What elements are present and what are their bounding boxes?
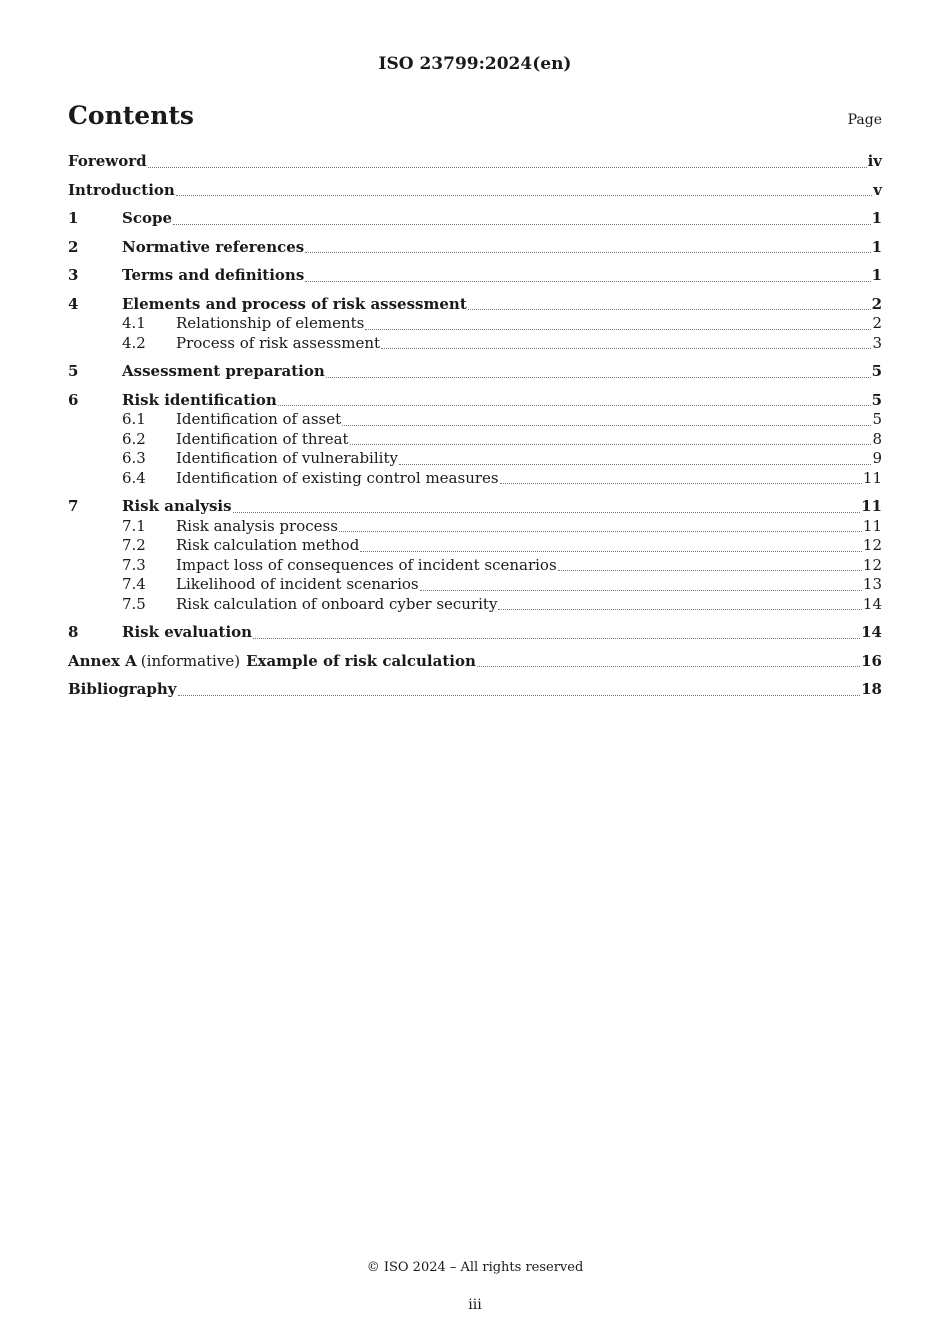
toc-entry[interactable] (68, 334, 882, 354)
toc-entry-title: Introduction (68, 180, 175, 199)
toc-entry-title: Process of risk assessment (176, 333, 381, 352)
toc-entry-title: Impact loss of consequences of incident scenarios (176, 555, 557, 574)
toc-entry-title: Foreword (68, 152, 147, 170)
dot-leader (399, 449, 872, 465)
dot-leader (339, 516, 862, 532)
toc-entry-page: 14 (862, 594, 882, 613)
toc-entry-page: 2 (872, 314, 882, 332)
toc-entry-number: 6.3 (122, 449, 146, 467)
toc-entry-page: 8 (872, 429, 882, 448)
toc-entry-number: 8 (68, 623, 79, 641)
toc-entry-title: Likelihood of incident scenarios (176, 575, 419, 593)
toc-entry-page: 1 (871, 209, 882, 227)
toc-entry-number: 7.3 (122, 555, 146, 574)
dot-leader (558, 555, 862, 571)
toc-entry[interactable] (68, 209, 882, 229)
toc-entry-page: 12 (862, 536, 882, 554)
page-number: iii (468, 1297, 482, 1313)
toc-entry[interactable] (68, 314, 882, 334)
toc-entry-page: 1 (871, 266, 882, 284)
page-column-label: Page (847, 112, 882, 128)
toc-entry[interactable] (68, 449, 882, 469)
toc-entry-page: iv (867, 152, 882, 170)
toc-entry-number: 6.2 (122, 429, 146, 448)
toc-entry-number: 6.4 (122, 468, 146, 487)
toc-entry-number: 7 (68, 497, 79, 515)
dot-leader (305, 266, 870, 282)
dot-leader (253, 623, 860, 639)
copyright-footer: © ISO 2024 – All rights reserved (366, 1260, 584, 1275)
toc-entry-page: 16 (861, 651, 882, 670)
toc-entry-title: Identification of existing control measures (176, 468, 499, 487)
dot-leader (468, 294, 871, 310)
toc-entry[interactable] (68, 536, 882, 556)
toc-entry-number: 7.2 (122, 536, 146, 554)
toc-entry[interactable] (68, 295, 882, 315)
toc-entry-page: 11 (861, 497, 882, 515)
toc-entry-page: 5 (871, 390, 882, 409)
dot-leader (176, 180, 872, 196)
toc-entry-number: 7.1 (122, 516, 146, 535)
toc-entry-title: Risk identification (122, 390, 277, 409)
dot-leader (326, 362, 871, 378)
toc-entry[interactable] (68, 680, 882, 700)
toc-entry-title: Terms and definitions (122, 266, 305, 284)
toc-entry[interactable] (68, 362, 882, 382)
dot-leader (233, 497, 861, 513)
toc-entry-page: 9 (872, 449, 882, 467)
toc-entry[interactable] (68, 652, 882, 672)
toc-entry[interactable] (68, 410, 882, 430)
toc-entry-page: 13 (862, 575, 882, 593)
toc-entry-title: Bibliography (68, 680, 177, 698)
toc-entry-title: Scope (122, 209, 173, 227)
toc-entry-title: Identification of asset (176, 410, 342, 428)
toc-entry-number: 6.1 (122, 410, 146, 428)
toc-entry[interactable] (68, 152, 882, 172)
document-id: ISO 23799:2024(en) (378, 54, 572, 74)
toc-entry-title: Risk analysis process (176, 516, 338, 535)
toc-entry[interactable] (68, 391, 882, 411)
toc-entry-page: 5 (872, 410, 882, 428)
annex-label: Annex A (68, 651, 137, 670)
toc-entry-page: 11 (862, 516, 882, 535)
annex-type: (informative) (140, 651, 241, 670)
table-of-contents (68, 152, 882, 700)
toc-entry-page: 1 (871, 237, 882, 256)
toc-entry-title: Risk calculation of onboard cyber security (176, 594, 498, 613)
toc-entry-title: Elements and process of risk assessment (122, 294, 467, 313)
toc-entry[interactable] (68, 181, 882, 201)
annex-title: Example of risk calculation (246, 651, 476, 670)
dot-leader (498, 594, 861, 610)
toc-entry-title: Risk evaluation (122, 623, 253, 641)
toc-entry[interactable] (68, 469, 882, 489)
dot-leader (173, 209, 871, 225)
toc-entry[interactable] (68, 430, 882, 450)
dot-leader (500, 468, 862, 484)
toc-entry-number: 5 (68, 362, 79, 380)
dot-leader (178, 680, 861, 696)
toc-entry-title: Assessment preparation (122, 362, 325, 380)
toc-entry[interactable] (68, 238, 882, 258)
contents-header (68, 101, 882, 130)
toc-entry-page: 18 (861, 680, 882, 698)
toc-entry[interactable] (68, 497, 882, 517)
toc-entry-page: v (873, 180, 882, 199)
toc-entry-number: 4.1 (122, 314, 146, 332)
toc-entry-number: 1 (68, 209, 79, 227)
dot-leader (420, 575, 862, 591)
toc-entry[interactable] (68, 517, 882, 537)
contents-title: Contents (68, 101, 195, 130)
toc-entry[interactable] (68, 623, 882, 643)
toc-entry-title: Risk analysis (122, 497, 232, 515)
toc-entry[interactable] (68, 595, 882, 615)
toc-entry-title: Identification of vulnerability (176, 449, 398, 467)
dot-leader (305, 237, 870, 253)
toc-entry-page: 11 (862, 468, 882, 487)
toc-entry-number: 6 (68, 390, 79, 409)
toc-entry[interactable] (68, 556, 882, 576)
toc-entry-number: 7.5 (122, 594, 146, 613)
toc-entry-page: 2 (871, 294, 882, 313)
toc-entry-page: 14 (861, 623, 882, 641)
toc-entry-page: 5 (871, 362, 882, 380)
toc-entry[interactable] (68, 575, 882, 595)
dot-leader (381, 333, 871, 349)
dot-leader (278, 390, 871, 406)
toc-entry-number: 3 (68, 266, 79, 284)
dot-leader (350, 429, 872, 445)
toc-entry-number: 2 (68, 237, 79, 256)
dot-leader (477, 651, 860, 667)
toc-entry-title: Relationship of elements (176, 314, 365, 332)
dot-leader (148, 152, 867, 168)
toc-entry[interactable] (68, 266, 882, 286)
dot-leader (360, 536, 862, 552)
toc-entry-title: Risk calculation method (176, 536, 360, 554)
toc-entry-page: 12 (862, 555, 882, 574)
toc-entry-page: 3 (872, 333, 882, 352)
toc-entry-number: 4.2 (122, 333, 146, 352)
dot-leader (342, 410, 871, 426)
toc-entry-title: Identification of threat (176, 429, 349, 448)
toc-entry-title: Normative references (122, 237, 305, 256)
toc-entry-number: 4 (68, 294, 79, 313)
toc-entry-number: 7.4 (122, 575, 146, 593)
dot-leader (365, 314, 871, 330)
toc-entry-title (68, 652, 476, 672)
